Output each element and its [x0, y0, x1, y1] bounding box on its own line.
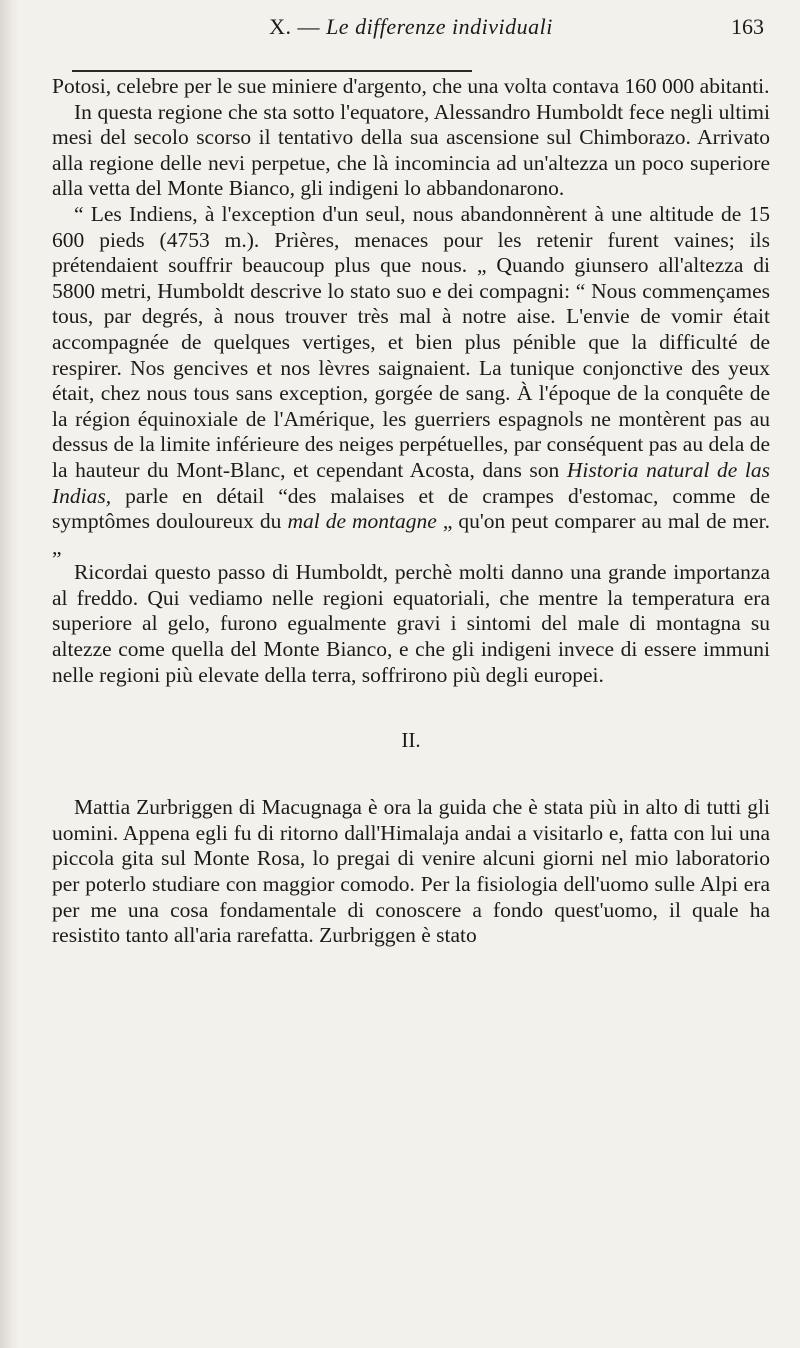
paragraph-3-quote: [52, 202, 770, 560]
quote-text-middle: parle en détail “des malaises et de crampes d'estomac, comme de symptômes douloureux du: [52, 483, 770, 534]
quote-text-end: „ qu'on peut comparer au mal de mer. „: [52, 509, 771, 559]
paragraph-5: Mattia Zurbriggen di Macugnaga è ora la guida che è stata più in alto di tutti gli uomini. Appena egli fu di ritorno dall'Himalaja andai a visitarlo e, fatta con lui una piccola gita sul Monte Rosa, lo pregai di venire alcuni giorni nel mio laboratorio per poterlo studiare con maggior comodo. Per la fisiologia dell'uomo sulle Alpi era per me una cosa fondamentale di conoscere a fondo quest'uomo, il quale ha resistito tanto all'aria rarefatta. Zurbriggen è stato: [52, 795, 770, 948]
section-heading: II.: [401, 728, 421, 753]
chapter-number: X. —: [269, 14, 321, 39]
italic-phrase: mal de montagne: [287, 509, 437, 534]
paragraph-2: In questa regione che sta sotto l'equatore, Alessandro Humboldt fece negli ultimi mesi del secolo scorso il tentativo della sua ascensione sul Chimborazo. Arrivato alla regione delle nevi perpetue, che là incomincia ad un'altezza un poco superiore alla vetta del Monte Bianco, gli indigeni lo abbandonarono.: [52, 99, 770, 201]
running-header: [52, 0, 770, 74]
paragraph-1: Potosi, celebre per le sue miniere d'argento, che una volta contava 160 000 abitanti.: [52, 74, 770, 98]
paragraph-4: Ricordai questo passo di Humboldt, perchè molti danno una grande importanza al freddo. Qui vediamo nelle regioni equatoriali, che mentre la temperatura era superiore al gelo, furono egualmente gravi i sintomi del male di montagna su altezze come quella del Monte Bianco, e che gli indigeni invece di essere immuni nelle regioni più elevate della terra, soffrirono più degli europei.: [52, 560, 770, 687]
body-text: [52, 74, 770, 949]
header-rule: [72, 70, 472, 72]
book-page: [52, 0, 770, 949]
running-title: [52, 14, 770, 40]
book-title: Historia natural de las Indias,: [52, 457, 770, 508]
page-number: 163: [731, 14, 764, 39]
quote-text-start: “ Les Indiens, à l'exception d'un seul, nous abandonnèrent à une altitude de 15 600 pieds (4753 m.). Prières, menaces pour les retenir furent vaines; ils prétendaient souffrir beaucoup plus que nous. „ Quando giunsero all'altezza di 5800 metri, Humboldt descrive lo stato suo e dei compagni: “ Nous commençames tous, par degrés, à nous trouver très mal à notre aise. L'envie de vomir était accompagnée de quelques vertiges, et bien plus pénible que la difficulté de respirer. Nos gencives et nos lèvres saignaient. La tunique conjonctive des yeux était, chez nous tous sans exception, gorgée de sang. À l'époque de la conquête de la région équinoxiale de l'Amérique, les guerriers espagnols ne montèrent pas au dessus de la limite inférieure des neiges perpétuelles, par conséquent pas au dela de la hauteur du Mont-Blanc, et cependant Acosta, dans son: [52, 201, 770, 482]
page-spine-shadow: [0, 0, 18, 1348]
chapter-title: Le differenze individuali: [326, 14, 553, 39]
